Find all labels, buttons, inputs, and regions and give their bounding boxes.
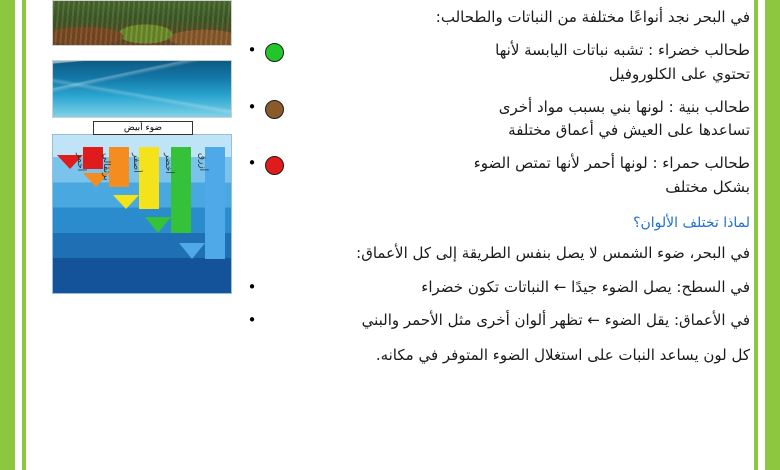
seaweed-photo bbox=[52, 0, 232, 46]
green-algae-chip bbox=[265, 43, 284, 62]
figure-column bbox=[52, 0, 232, 294]
left-decorative-bar bbox=[0, 0, 26, 470]
algae-item-red bbox=[245, 152, 750, 199]
bullet-marker: • bbox=[247, 310, 257, 329]
underwater-light-photo bbox=[52, 60, 232, 118]
red-algae-chip bbox=[265, 156, 284, 175]
orange-light-arrow-label: برتقالي bbox=[101, 153, 111, 181]
bullet-marker: • bbox=[247, 97, 257, 116]
intro-paragraph: في البحر نجد أنواعًا مختلفة من النباتات والطحالب: bbox=[435, 8, 750, 26]
red-light-arrow-label: أحمر bbox=[75, 153, 85, 172]
bullet-marker: • bbox=[247, 154, 257, 173]
right-bar-inner-stripe bbox=[758, 0, 765, 470]
depth-point-deep bbox=[245, 309, 750, 332]
depth-point-surface bbox=[245, 276, 750, 299]
blue-light-arrow bbox=[199, 147, 225, 259]
brown-algae-chip bbox=[265, 100, 284, 119]
right-decorative-bar bbox=[754, 0, 780, 470]
green-algae-line-2: تحتوي على الكلوروفيل bbox=[608, 64, 750, 83]
left-bar-inner-stripe bbox=[15, 0, 22, 470]
red-algae-text bbox=[290, 152, 750, 199]
brown-algae-line-1: طحالب بنية : لونها بني بسبب مواد أخرى bbox=[498, 97, 750, 116]
closing-sentence: كل لون يساعد النبات على استغلال الضوء المتوفر في مكانه. bbox=[375, 346, 750, 365]
green-algae-text bbox=[290, 39, 750, 86]
light-penetration-diagram bbox=[52, 123, 232, 294]
yellow-light-arrow-label: أصفر bbox=[131, 153, 141, 173]
deep-light-text: في الأعماق: يقل الضوء ← تظهر ألوان أخرى مثل الأحمر والبني bbox=[361, 310, 750, 329]
green-algae-line-1: طحالب خضراء : تشبه نباتات اليابسة لأنها bbox=[495, 41, 750, 60]
bullet-marker: • bbox=[247, 277, 257, 296]
why-colors-question: لماذا تختلف الألوان؟ bbox=[633, 214, 750, 231]
algae-item-brown bbox=[245, 96, 750, 143]
page-content bbox=[30, 0, 750, 470]
blue-light-arrow-label: أزرق bbox=[197, 153, 207, 172]
red-algae-line-1: طحالب حمراء : لونها أحمر لأنها تمتص الضوء bbox=[473, 154, 750, 173]
sunlight-paragraph: في البحر، ضوء الشمس لا يصل بنفس الطريقة إلى كل الأعماق: bbox=[356, 244, 750, 263]
brown-algae-text bbox=[290, 96, 750, 143]
white-light-label: ضوء أبيض bbox=[93, 121, 193, 135]
green-light-arrow-label: أخضر bbox=[163, 153, 173, 174]
surface-light-text: في السطح: يصل الضوء جيدًا ← النباتات تكون خضراء bbox=[421, 277, 750, 296]
red-algae-line-2: بشكل مختلف bbox=[665, 177, 750, 196]
brown-algae-line-2: تساعدها على العيش في أعماق مختلفة bbox=[508, 121, 750, 139]
algae-item-green bbox=[245, 39, 750, 86]
text-column bbox=[245, 0, 750, 369]
bullet-marker: • bbox=[247, 41, 257, 60]
